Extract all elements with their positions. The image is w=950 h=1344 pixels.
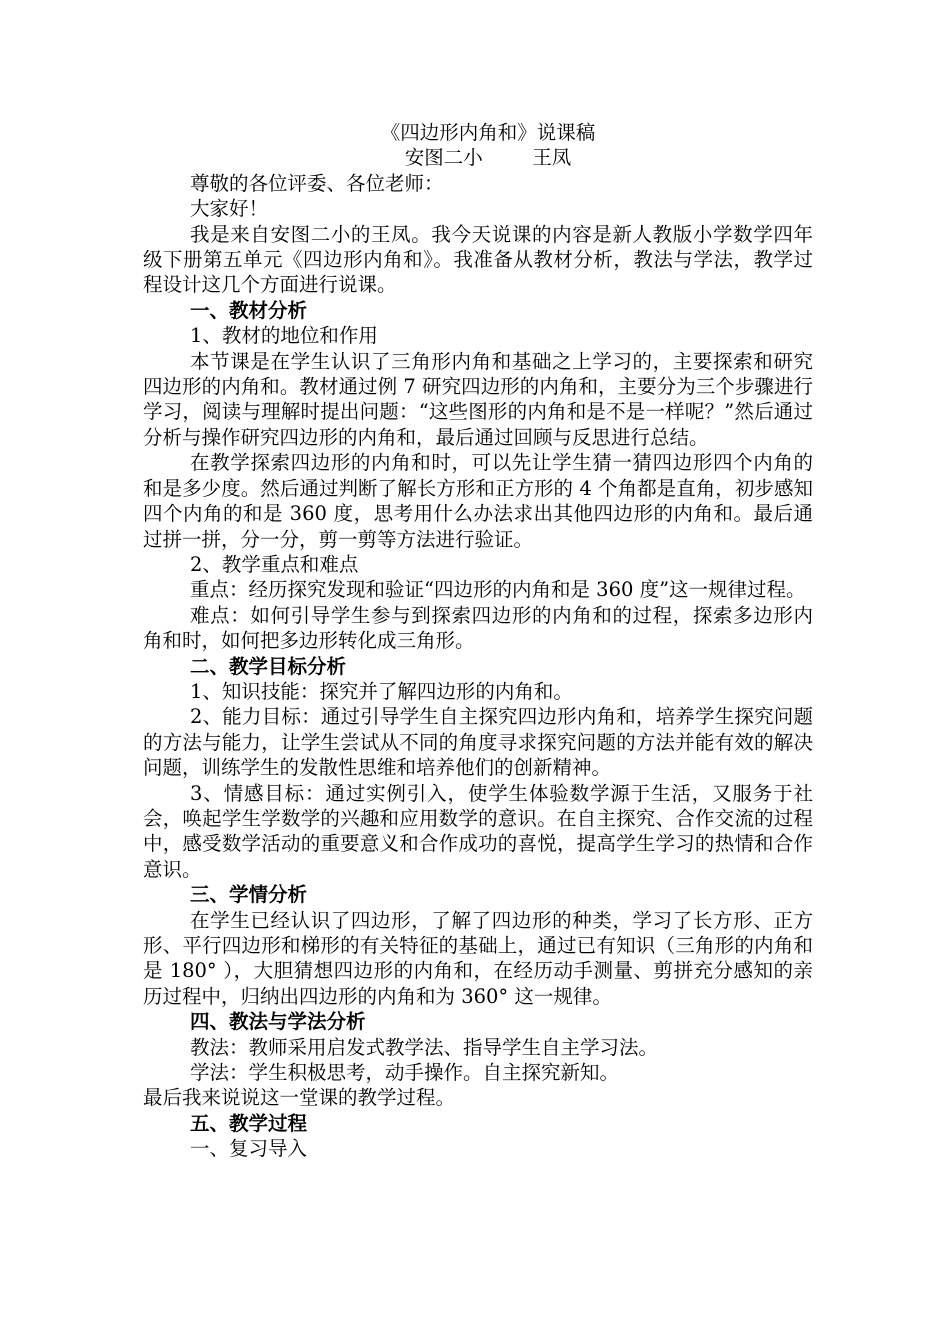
subheading-role: 1、教材的地位和作用 <box>190 324 378 348</box>
goal-emotion: 3、情感目标：通过实例引入，使学生体验数学源于生活，又服务于社会，唤起学生学数学的兴趣和应用数学的意识。在自主探究、合作交流的过程中，感受数学活动的重要意义和合作成功的喜悦，提高学生学习的热情和合作意识。 <box>143 781 813 881</box>
goal-ability: 2、能力目标：通过引导学生自主探究四边形内角和，培养学生探究问题的方法与能力，让学生尝试从不同的角度寻求探究问题的方法并能有效的解决问题，训练学生的发散性思维和培养他们的创新精神。 <box>143 705 813 780</box>
section-heading-methods: 四、教法与学法分析 <box>190 1010 366 1034</box>
paragraph-difficulty: 难点：如何引导学生参与到探索四边形的内角和的过程，探索多边形内角和时，如何把多边形转化成三角形。 <box>143 603 813 653</box>
document-page <box>143 120 813 1162</box>
paragraph-learner-analysis: 在学生已经认识了四边形，了解了四边形的种类，学习了长方形、正方形、平行四边形和梯形的有关特征的基础上，通过已有知识（三角形的内角和是 180° ），大胆猜想四边形的内角和，在经历动手测量、剪拼充分感知的亲历过程中，归纳出四边形的内角和为 360° 这一规律。 <box>143 908 813 1008</box>
paragraph-teaching-method: 教法：教师采用启发式教学法、指导学生自主学习法。 <box>190 1035 659 1059</box>
step-review-intro: 一、复习导入 <box>190 1137 308 1161</box>
author-line: 安图二小 王凤 <box>404 146 572 170</box>
paragraph-learning-method: 学法：学生积极思考，动手操作。自主探究新知。 <box>190 1061 620 1085</box>
greeting: 尊敬的各位评委、各位老师： <box>190 171 444 195</box>
goal-knowledge: 1、知识技能：探究并了解四边形的内角和。 <box>190 679 573 703</box>
section-heading-goals: 二、教学目标分析 <box>190 654 347 678</box>
paragraph-key-point: 重点：经历探究发现和验证“四边形的内角和是 360 度”这一规律过程。 <box>190 578 806 602</box>
paragraph-closing: 最后我来说说这一堂课的教学过程。 <box>143 1086 456 1110</box>
section-heading-process: 五、教学过程 <box>190 1111 308 1135</box>
intro-paragraph: 我是来自安图二小的王凤。我今天说课的内容是新人教版小学数学四年级下册第五单元《四边形内角和》。我准备从教材分析，教法与学法，教学过程设计这几个方面进行说课。 <box>143 222 813 297</box>
section-heading-textbook-analysis: 一、教材分析 <box>190 298 308 322</box>
document-title: 《四边形内角和》说课稿 <box>380 121 596 144</box>
paragraph-exploration: 在教学探索四边形的内角和时，可以先让学生猜一猜四边形四个内角的和是多少度。然后通过判断了解长方形和正方形的 4 个角都是直角，初步感知四个内角的和是 360 度，思考用什么办法求出其他四边形的内角和。最后通过拼一拼，分一分，剪一剪等方法进行验证。 <box>143 451 813 551</box>
hello: 大家好！ <box>190 197 269 221</box>
paragraph-textbook-role: 本节课是在学生认识了三角形内角和基础之上学习的，主要探索和研究四边形的内角和。教材通过例 7 研究四边形的内角和，主要分为三个步骤进行学习，阅读与理解时提出问题：“这些图形的内角和是不是一样呢？”然后通过分析与操作研究四边形的内角和，最后通过回顾与反思进行总结。 <box>143 349 813 449</box>
section-heading-learner-analysis: 三、学情分析 <box>190 883 308 907</box>
subheading-key-points: 2、教学重点和难点 <box>190 552 359 576</box>
